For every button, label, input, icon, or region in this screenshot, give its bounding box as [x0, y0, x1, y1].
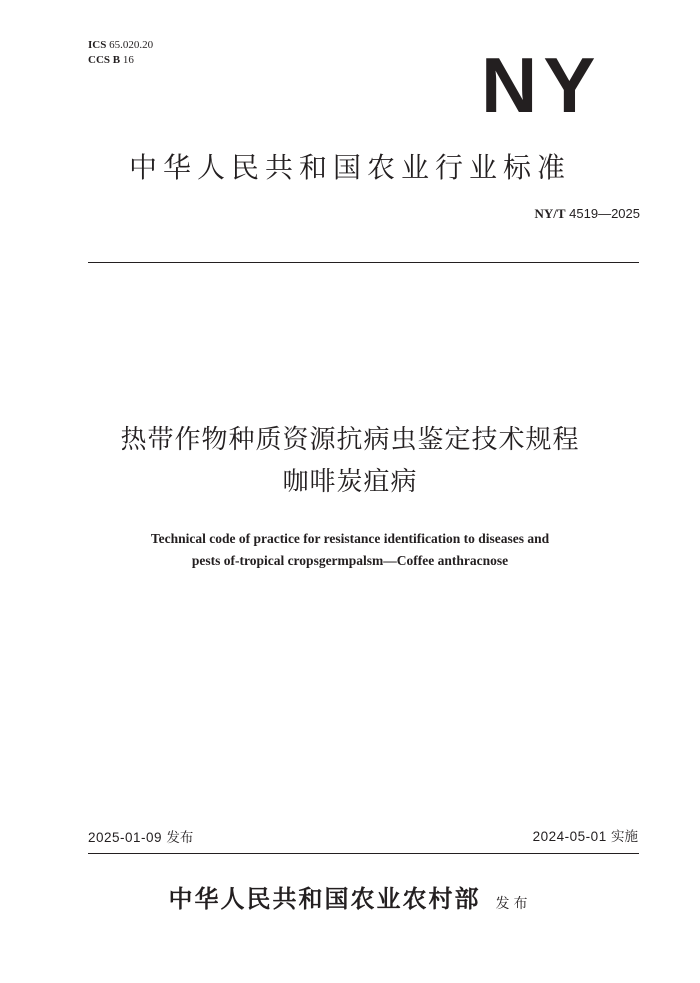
footer-divider	[88, 853, 639, 854]
implement-date-block	[533, 828, 638, 846]
standard-number-value: 4519—2025	[569, 206, 640, 221]
ccs-code: 16	[122, 54, 134, 66]
implement-date: 2024-05-01	[532, 829, 607, 844]
classification-codes	[88, 38, 153, 68]
ny-logo: NY	[481, 41, 602, 129]
standard-number	[534, 206, 640, 222]
standard-number-prefix: NY/T	[534, 206, 566, 221]
ics-line	[88, 38, 153, 53]
title-en-line2: pests of-tropical cropsgermpalsm—Coffee anthracnose	[191, 553, 509, 568]
issuer-action: 发布	[495, 895, 532, 912]
implement-label: 实施	[611, 829, 638, 845]
ics-label: ICS	[88, 39, 107, 51]
issue-date: 2025-01-09	[88, 830, 163, 845]
ccs-line	[88, 53, 153, 68]
header-divider	[88, 262, 639, 263]
issue-label: 发布	[166, 830, 194, 846]
title-en-line1: Technical code of practice for resistance identification to diseases and	[150, 531, 550, 546]
title-zh-main: 热带作物种质资源抗病虫鉴定技术规程	[120, 425, 580, 455]
title-zh-sub: 咖啡炭疽病	[282, 467, 418, 497]
ics-code: 65.020.20	[109, 39, 154, 51]
issuer-name: 中华人民共和国农业农村部	[168, 884, 481, 913]
issue-date-block	[88, 829, 193, 847]
ccs-label: CCS B	[88, 54, 121, 66]
standard-category: 中华人民共和国农业行业标准	[128, 151, 571, 184]
issuer-block	[0, 882, 700, 916]
